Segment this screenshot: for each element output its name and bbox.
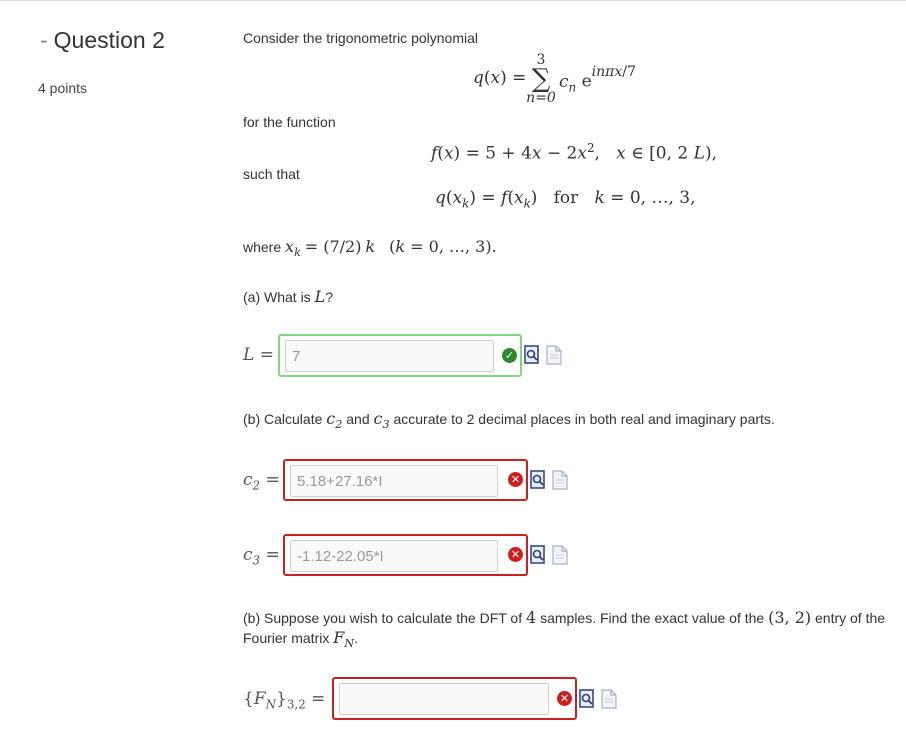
help-icon[interactable]: [601, 689, 617, 709]
error-icon: ✕: [508, 472, 523, 487]
question-heading[interactable]: [40, 27, 165, 54]
label-FN32: $\{F_N\}_{3,2}$ =: [243, 689, 326, 712]
part-b2-line1: (b) Suppose you wish to calculate the DFT of 4 samples. Find the exact value of the (3, 2) entry of the: [243, 608, 886, 627]
question-title: Question 2: [53, 27, 165, 53]
answer-c2-box: [283, 459, 528, 501]
answer-L-input[interactable]: [285, 340, 494, 372]
preview-icon[interactable]: [579, 689, 595, 709]
answer-c3-input[interactable]: [290, 540, 498, 572]
answer-FN32-box: [332, 677, 577, 720]
help-icon[interactable]: [552, 545, 568, 565]
label-c2: $c_2$ =: [243, 470, 280, 493]
part-b1-text: (b) Calculate $c_2$ and $c_3$ accurate to 2 decimal places in both real and imaginary parts.: [243, 409, 775, 432]
formula-q-terms: $c_n$ $e^{in\pi x/7}$: [559, 64, 636, 95]
formula-q: q(x) =: [473, 68, 527, 88]
where-line: where $x_k = (7/2)$ k (k = 0, …, 3).: [243, 237, 497, 260]
answer-c2-input[interactable]: [290, 465, 498, 497]
answer-c3-box: [283, 534, 528, 576]
help-icon[interactable]: [552, 470, 568, 490]
question-points: 4 points: [38, 80, 88, 96]
part-b2-line2: Fourier matrix $F_N$.: [243, 628, 359, 651]
label-c3: $c_3$ =: [243, 545, 280, 568]
part-a-text: (a) What is L?: [243, 287, 333, 306]
intro-text: Consider the trigonometric polynomial: [243, 30, 478, 46]
check-icon: ✓: [502, 348, 517, 363]
preview-icon[interactable]: [530, 545, 546, 565]
formula-f: $f(x) = 5 + 4x - 2x^2$, x ∈ [0, 2 L),: [431, 141, 717, 164]
help-icon[interactable]: [546, 345, 562, 365]
preview-icon[interactable]: [530, 470, 546, 490]
top-rule: [0, 0, 906, 1]
summation: 3 ∑ n=0: [526, 52, 556, 106]
label-L: L =: [243, 345, 274, 365]
collapse-toggle[interactable]: -: [40, 27, 48, 53]
answer-L-box: [278, 334, 522, 377]
preview-icon[interactable]: [524, 345, 540, 365]
for-function-text: for the function: [243, 114, 336, 130]
formula-interp: $q(x_k) = f(x_k)$ for k = 0, …, 3,: [435, 188, 696, 211]
error-icon: ✕: [508, 547, 523, 562]
error-icon: ✕: [557, 691, 572, 706]
answer-FN32-input[interactable]: [339, 683, 549, 715]
such-that-text: such that: [243, 166, 300, 182]
